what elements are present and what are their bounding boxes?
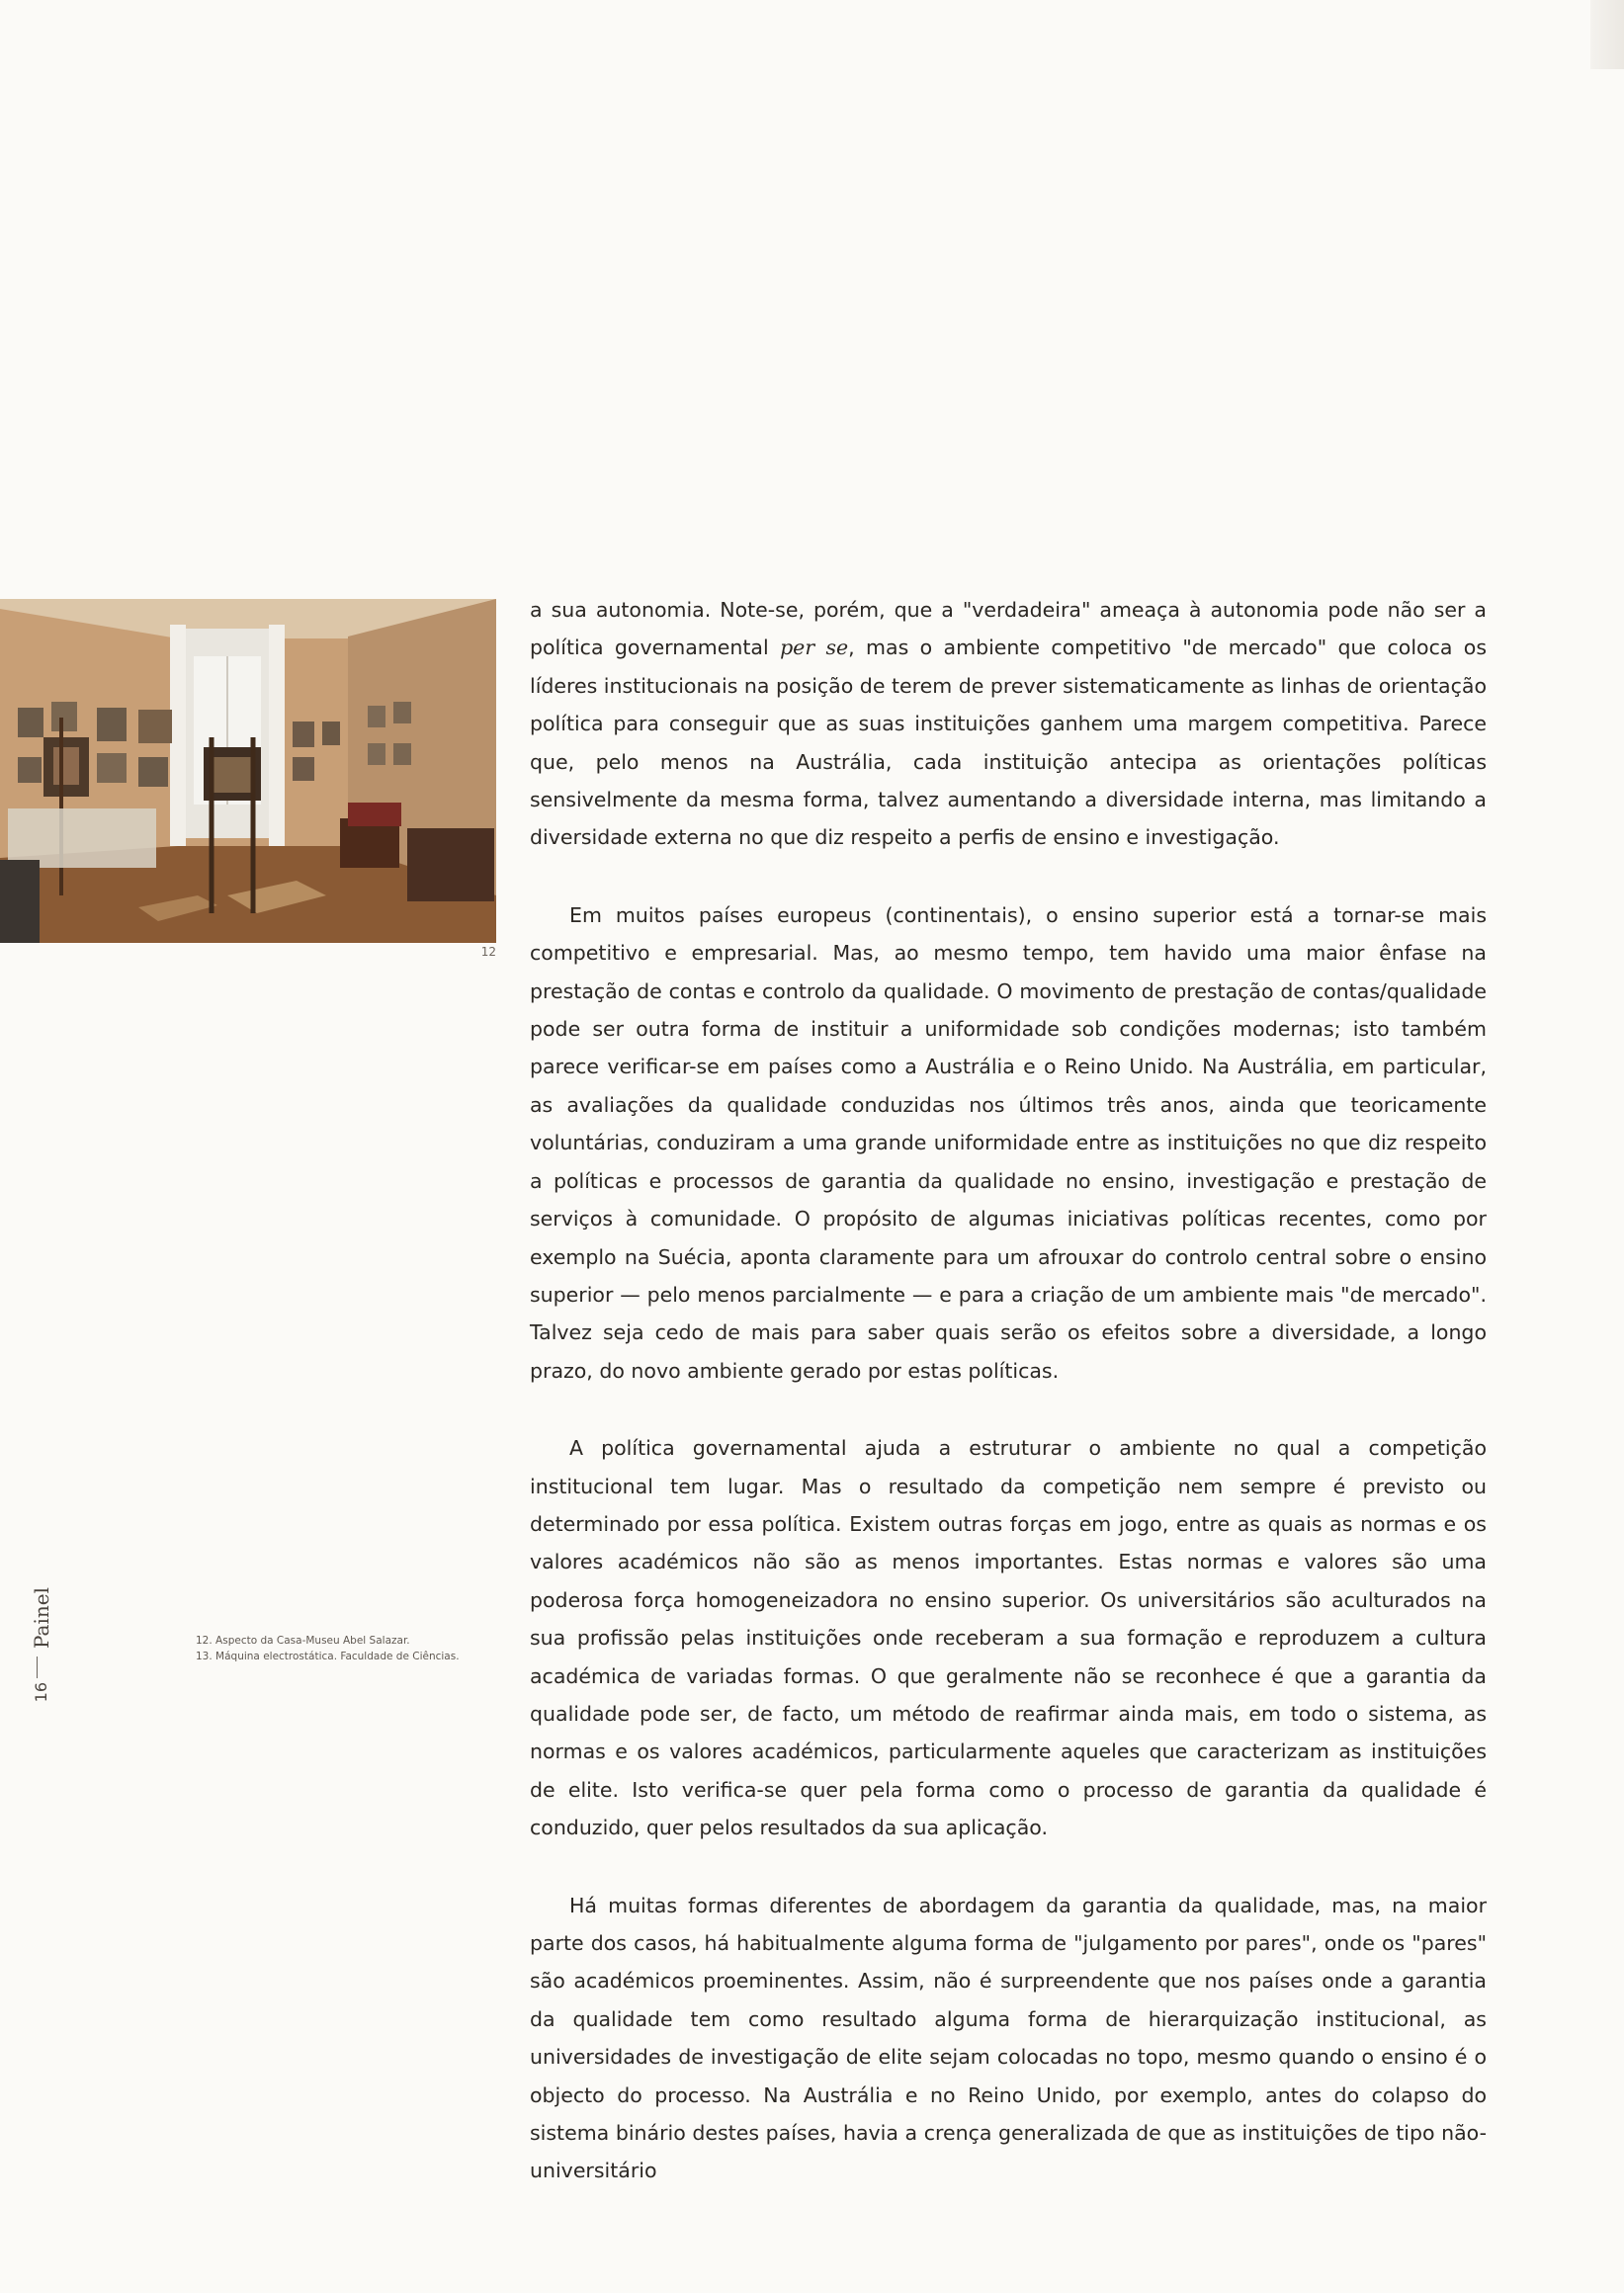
- caption-12: 12. Aspecto da Casa-Museu Abel Salazar.: [196, 1635, 410, 1647]
- body-text: [530, 591, 1487, 2230]
- figure-captions: [196, 1633, 492, 1664]
- page-edge-shadow: [1590, 0, 1624, 69]
- paragraph-3: A política governamental ajuda a estruturar o ambiente no qual a competição institucional tem lugar. Mas o resultado da competição nem sempre é previsto ou determinado por essa política. Existem outras forças em jogo, entre as quais as normas e os valores académicos não são as menos importantes. Estas normas e valores são uma poderosa força homogeneizadora no ensino superior. Os universitários são aculturados na sua profissão pelas instituições onde receberam a sua formação e reproduzem a cultura académica de variadas formas. O que geralmente não se reconhece é que a garantia da qualidade pode ser, de facto, um método de reafirmar ainda mais, em todo o sistema, as normas e os valores académicos, particularmente aqueles que caracterizam as instituições de elite. Isto verifica-se quer pela forma como o processo de garantia da qualidade é conduzido, quer pelos resultados da sua aplicação.: [530, 1436, 1487, 1840]
- figure-number: 12: [480, 945, 496, 959]
- page-number: 16: [32, 1682, 50, 1703]
- paragraph-1: [530, 591, 1487, 857]
- paragraph-1-start: a sua autonomia. Note-se, porém, que a "verdadeira" ameaça à autonomia pode não ser a política governamental: [530, 598, 1487, 660]
- caption-13: 13. Máquina electrostática. Faculdade de Ciências.: [196, 1651, 460, 1662]
- paragraph-1-end: , mas o ambiente competitivo "de mercado" que coloca os líderes institucionais na posição de terem de prever sistematicamente as linhas de orientação política para conseguir que as suas instituições ganhem uma margem competitiva. Parece que, pelo menos na Austrália, cada instituição antecipa as orientações políticas sensivelmente da mesma forma, talvez aumentando a diversidade interna, mas limitando a diversidade externa no que diz respeito a perfis de ensino e investigação.: [530, 636, 1487, 850]
- museum-room-photo: [0, 599, 496, 943]
- margin-divider: [37, 1656, 38, 1678]
- paragraph-1-italic: per se: [780, 636, 849, 660]
- figure-12-photo: [0, 599, 496, 943]
- section-label: Painel: [30, 1587, 53, 1649]
- paragraph-4: Há muitas formas diferentes de abordagem da garantia da qualidade, mas, na maior parte dos casos, há habitualmente alguma forma de "julgamento por pares", onde os "pares" são académicos proeminentes. Assim, não é surpreendente que nos países onde a garantia da qualidade tem como resultado alguma forma de hierarquização institucional, as universidades de investigação de elite sejam colocadas no topo, mesmo quando o ensino é o objecto do processo. Na Austrália e no Reino Unido, por exemplo, antes do colapso do sistema binário destes países, havia a crença generalizada de que as instituições de tipo não-universitário: [530, 1893, 1487, 2183]
- paragraph-2: Em muitos países europeus (continentais), o ensino superior está a tornar-se mais competitivo e empresarial. Mas, ao mesmo tempo, tem havido uma maior ênfase na prestação de contas e controlo da qualidade. O movimento de prestação de contas/qualidade pode ser outra forma de instituir a uniformidade sob condições modernas; isto também parece verificar-se em países como a Austrália e o Reino Unido. Na Austrália, em particular, as avaliações da qualidade conduzidas nos últimos três anos, ainda que teoricamente voluntárias, conduziram a uma grande uniformidade entre as instituições no que diz respeito a políticas e processos de garantia da qualidade no ensino, investigação e prestação de serviços à comunidade. O propósito de algumas iniciativas políticas recentes, como por exemplo na Suécia, aponta claramente para um afrouxar do controlo central sobre o ensino superior — pelo menos parcialmente — e para a criação de um ambiente mais "de mercado". Talvez seja cedo de mais para saber quais serão os efeitos sobre a diversidade, a longo prazo, do novo ambiente gerado por estas políticas.: [530, 902, 1487, 1383]
- page-margin-label: [20, 1581, 55, 1710]
